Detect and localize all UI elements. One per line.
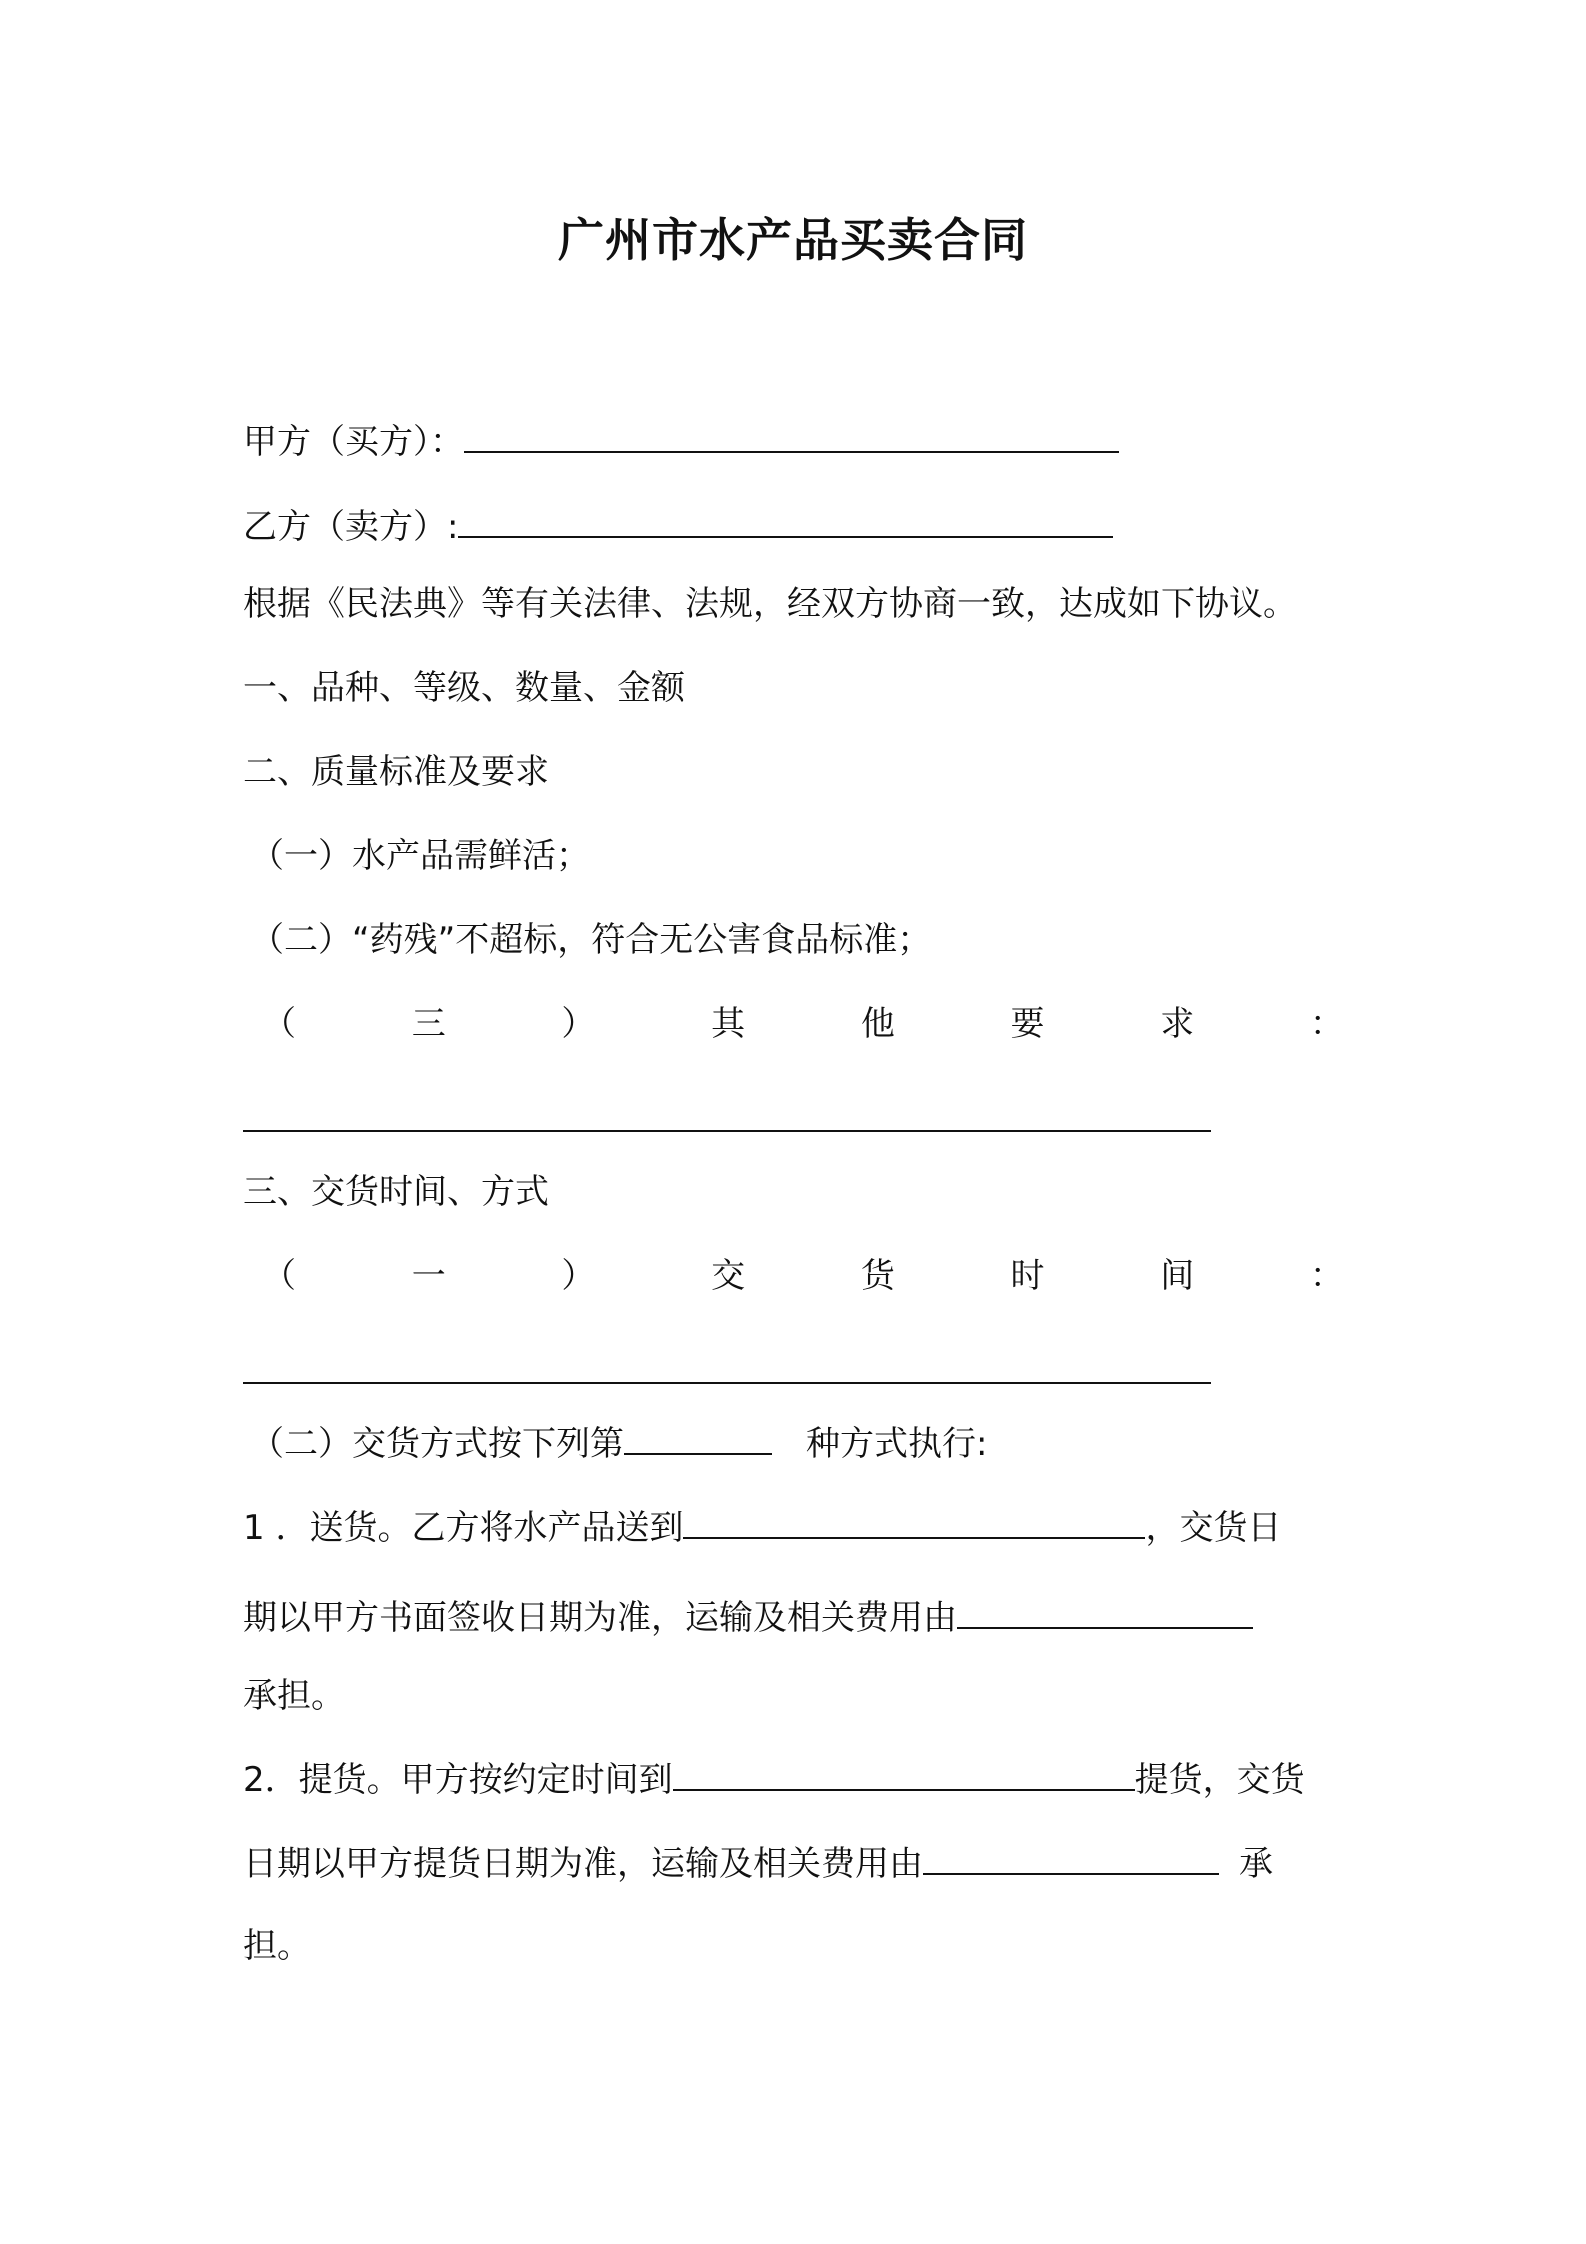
- party-b-line: [243, 503, 1113, 551]
- delivery-1-text-a: 1 ．送货。乙方将水产品送到: [243, 1508, 684, 1548]
- delivery-2-line-1: [243, 1756, 1305, 1804]
- intro-text: 根据《民法典》等有关法律、法规，经双方协商一致，达成如下协议。: [243, 584, 1297, 624]
- item-1-char: 时: [1010, 1256, 1045, 1296]
- section-3-heading: 三、交货时间、方式: [243, 1172, 549, 1212]
- method-number-blank: [624, 1423, 772, 1455]
- party-b-blank: [458, 506, 1113, 538]
- delivery-1-line-1: [243, 1504, 1281, 1552]
- other-requirements-blank: [243, 1130, 1211, 1132]
- party-a-blank: [464, 421, 1119, 453]
- item-1-char: 货: [860, 1256, 895, 1296]
- item-1-char: 间: [1160, 1256, 1195, 1296]
- section-2-item-2: （二）“药残”不超标，符合无公害食品标准；: [250, 920, 932, 960]
- delivery-1-cost-blank: [957, 1597, 1253, 1629]
- item-1-char: ：: [1309, 1256, 1344, 1296]
- delivery-2-place-blank: [673, 1759, 1135, 1791]
- page-title: 广州市水产品买卖合同: [558, 213, 1028, 267]
- section-1-heading: 一、品种、等级、数量、金额: [243, 668, 685, 708]
- party-a-line: [243, 418, 1119, 466]
- item-1-char: 一: [411, 1256, 446, 1296]
- delivery-2-text-c: 日期以甲方提货日期为准，运输及相关费用由: [243, 1844, 923, 1884]
- item-3-char: ）: [561, 1004, 596, 1044]
- item-3-char: 他: [860, 1004, 895, 1044]
- delivery-1-line-2: [243, 1594, 1253, 1642]
- item-3-char: 三: [411, 1004, 446, 1044]
- item-2-text-b: 种方式执行:: [806, 1424, 988, 1464]
- item-3-char: （: [262, 1004, 296, 1044]
- delivery-2-cost-blank: [923, 1843, 1219, 1875]
- item-3-char: 求: [1160, 1004, 1195, 1044]
- delivery-2-text-d: 承: [1239, 1844, 1273, 1884]
- item-3-char: 其: [711, 1004, 746, 1044]
- delivery-time-blank: [243, 1382, 1211, 1384]
- item-3-char: ：: [1309, 1004, 1344, 1044]
- section-2-item-1: （一）水产品需鲜活；: [250, 836, 590, 876]
- party-b-label: 乙方（卖方）:: [243, 507, 459, 547]
- party-a-label: 甲方（买方）：: [243, 422, 464, 462]
- delivery-1-text-b: ，交货日: [1145, 1508, 1282, 1548]
- section-3-item-2: [250, 1420, 987, 1468]
- delivery-2-line-3: 担。: [243, 1926, 311, 1966]
- delivery-2-text-b: 提货，交货: [1134, 1760, 1305, 1800]
- delivery-1-line-3: 承担。: [243, 1676, 345, 1716]
- delivery-2-text-a: 2．提货。甲方按约定时间到: [243, 1760, 673, 1800]
- item-3-char: 要: [1010, 1004, 1045, 1044]
- item-1-char: 交: [711, 1256, 746, 1296]
- delivery-2-line-2: [243, 1840, 1273, 1888]
- delivery-1-text-c: 期以甲方书面签收日期为准，运输及相关费用由: [243, 1598, 957, 1638]
- delivery-1-place-blank: [683, 1507, 1145, 1539]
- item-2-text-a: （二）交货方式按下列第: [250, 1424, 624, 1464]
- section-2-heading: 二、质量标准及要求: [243, 752, 549, 792]
- item-1-char: ）: [561, 1256, 596, 1296]
- section-3-item-1: [262, 1252, 1344, 1300]
- item-1-char: （: [262, 1256, 296, 1296]
- section-2-item-3: [262, 1000, 1344, 1048]
